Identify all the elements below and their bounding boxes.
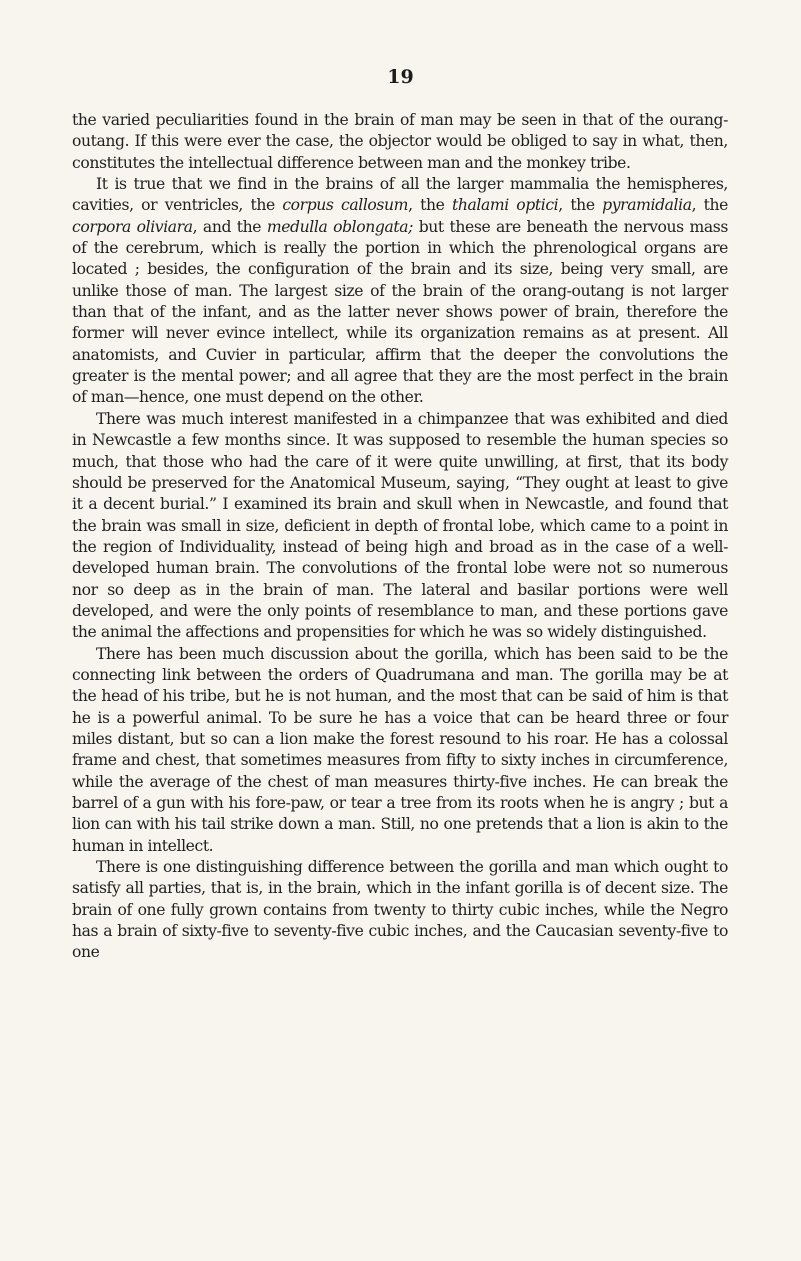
italic-term: pyramidalia [602,196,692,215]
italic-term: corpus callosum [282,196,409,215]
text-run: , the [558,196,603,215]
text-run: , the [691,196,729,215]
text-run: the varied peculiarities found in the brain of man may be seen in that of the ourang-outang. If this were ever the case, the objector would be obliged to say in what, then, constitutes the intellectual difference between man and the monkey tribe. [72,111,728,172]
paragraph [72,174,728,409]
italic-term: thalami optici [451,196,559,215]
text-run: There was much interest manifested in a chimpanzee that was exhibited and died in Newcastle a few months since. It was supposed to resemble the human species so much, that those who had the care of it were quite unwilling, at first, that its body should be preserved for the Anatomical Museum, saying, “They ought at least to give it a decent burial.” I examined its brain and skull when in Newcastle, and found that the brain was small in size, deficient in depth of frontal lobe, which came to a point in the region of Individuality, instead of being high and broad as in the case of a well-developed human brain. The convolutions of the frontal lobe were not so numerous nor so deep as in the brain of man. The lateral and basilar portions were well developed, and were the only points of resemblance to man, and these portions gave the animal the affections and propensities for which he was so widely distinguished. [72,409,728,642]
text-run: There has been much discussion about the gorilla, which has been said to be the connecting link between the orders of Quadrumana and man. The gorilla may be at the head of his tribe, but he is not human, and the most that can be said of him is that he is a powerful animal. To be sure he has a voice that can be heard three or four miles distant, but so can a lion make the forest resound to his roar. He has a colossal frame and chest, that sometimes measures from fifty to sixty inches in circumference, while the average of the chest of man measures thirty-five inches. He can break the barrel of a gun with his fore-paw, or tear a tree from its roots when he is angry ; but a lion can with his tail strike down a man. Still, no one pretends that a lion is akin to the human in intellect. [72,644,728,855]
paragraph [72,110,728,174]
text-run: but these are beneath the nervous mass of the cerebrum, which is really the portion in which the phrenological organs are located ; besides, the configuration of the brain and its size, being very small, are unlike those of man. The largest size of the brain of the orang-outang is not larger than that of the infant, and as the latter never shows power of brain, therefore the former will never evince intellect, while its organization remains as at present. All anatomists, and Cuvier in particular, affirm that the deeper the convolutions the greater is the mental power; and all agree that they are the most perfect in the brain of man—hence, one must depend on the other. [72,217,728,407]
text-run: , and the [192,217,267,236]
text-run: , the [408,196,452,215]
italic-term: corpora oliviara [72,217,193,236]
italic-term: medulla oblongata; [266,217,413,236]
paragraph [72,644,728,857]
text-run: There is one distinguishing difference between the gorilla and man which ought to satisfy all parties, that is, in the brain, which in the infant gorilla is of decent size. The brain of one fully grown contains from twenty to thirty cubic inches, while the Negro has a brain of sixty-five to seventy-five cubic inches, and the Caucasian seventy-five to one [72,858,728,962]
text-run: It is true that we find in the brains of all the larger mammalia the hemispheres, cavities, or ventricles, the [72,175,728,215]
body-text [72,110,728,964]
paragraph [72,857,728,964]
paragraph [72,409,728,644]
page-number: 19 [387,66,414,88]
